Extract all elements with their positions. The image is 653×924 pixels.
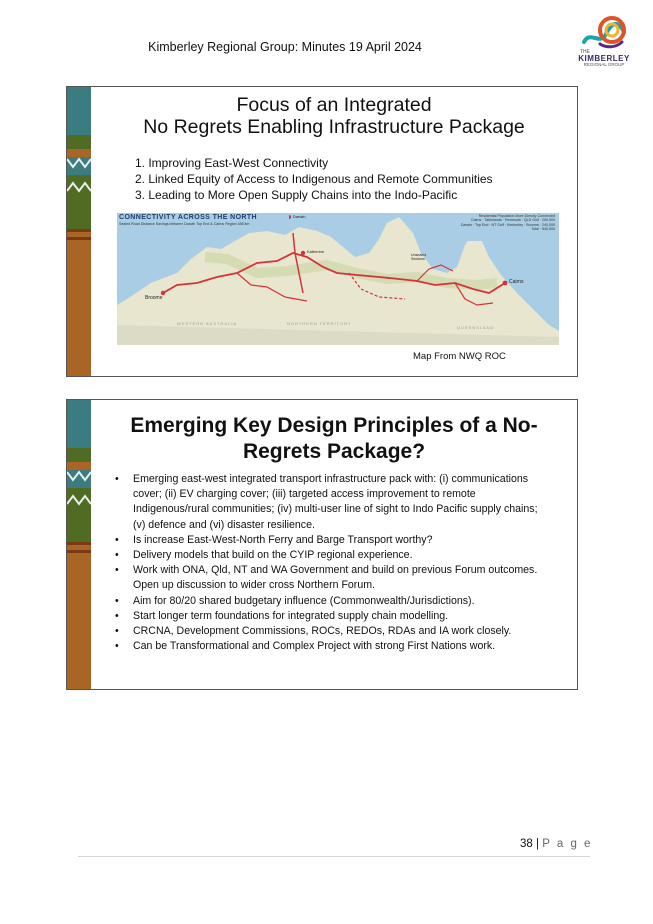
map-legend-line: Total · 540,000 (531, 227, 555, 232)
page-number-value: 38 (520, 838, 533, 850)
slide2-bullets (115, 472, 551, 654)
list-item (115, 624, 551, 639)
map-legend-line: Darwin · Top End · NT Gulf · Kimberley · Broome · 240,000 (460, 222, 555, 227)
map-title: CONNECTIVITY ACROSS THE NORTH (119, 214, 257, 221)
map-legend-line: Residential Population More Directly Connected (478, 214, 555, 218)
map-place-cairns: Cairns (509, 279, 524, 285)
list-item-text: Can be Transformational and Complex Project with strong First Nations work. (133, 640, 496, 653)
list-item-text: CRCNA, Development Commissions, ROCs, REDOs, RDAs and IA work closely. (133, 625, 512, 638)
bullet-icon: • (115, 594, 119, 607)
list-item (115, 548, 551, 563)
map-region-nt: NORTHERN TERRITORY (287, 321, 352, 326)
slide2-title-line1: Emerging Key Design Principles of a No- (130, 414, 538, 437)
map-region-qld: QUEENSLAND (457, 325, 495, 330)
map-place-darwin: Darwin (293, 214, 306, 219)
list-item (115, 594, 551, 609)
map-subtitle: Sealed Road Distance Savings between Darwin Top End & Cairns Region 485 km (119, 222, 250, 226)
list-item-text: Work with ONA, Qld, NT and WA Government and build on previous Forum outcomes. Open up discussion to wider cross Northern Forum. (133, 564, 538, 592)
map-unsealed-label: Unsealed Sections (411, 253, 427, 261)
page-number (520, 838, 592, 850)
map-legend-line: Cairns · Tablelands · Peninsula · QLD Gulf · 200,000 (470, 218, 555, 223)
decorative-strip (67, 87, 91, 376)
list-item-text: Aim for 80/20 shared budgetary influence (Commonwealth/Jurisdictions). (133, 594, 475, 607)
map-place-katherine: Katherine (307, 249, 325, 254)
map-caption: Map From NWQ ROC (413, 351, 506, 362)
map-place-broome: Broome (145, 295, 163, 301)
list-item: 2. Linked Equity of Access to Indigenous and Remote Communities (135, 172, 493, 186)
footer-divider (78, 856, 590, 857)
slide1-title-line1: Focus of an Integrated (236, 94, 432, 116)
list-item-text: Start longer term foundations for integrated supply chain modelling. (133, 609, 449, 622)
triangle-pattern-icon (67, 157, 91, 175)
list-item-text: Delivery models that build on the CYIP regional experience. (133, 549, 413, 562)
list-item: 1. Improving East-West Connectivity (135, 156, 329, 170)
map-legend (461, 214, 555, 232)
triangle-pattern-icon (67, 175, 91, 193)
page-number-separator: | (536, 838, 539, 850)
slide1-list (135, 155, 493, 203)
list-item (115, 563, 551, 593)
bullet-icon: • (115, 625, 119, 638)
logo-text-line3: REGIONAL GROUP (583, 62, 625, 67)
page-label: P a g e (542, 838, 593, 850)
bullet-icon: • (115, 549, 119, 562)
decorative-strip (67, 400, 91, 689)
list-item (115, 533, 551, 548)
logo-text (574, 50, 634, 68)
list-item: 3. Leading to More Open Supply Chains into the Indo-Pacific (135, 188, 458, 202)
slide2-title-line2: Regrets Package? (242, 440, 426, 463)
bullet-icon: • (115, 473, 119, 485)
list-item-text: Emerging east-west integrated transport infrastructure pack with: (i) communications cover; (ii) EV charging cover; (iii) targeted access improvement to remote Indigenous/rural communities; (iv) multi-user line of sight to Indo Pacific supply chains; (v) defence and (vi) disaster resilience. (133, 473, 538, 531)
bullet-icon: • (115, 564, 119, 577)
slide-focus-integrated (66, 86, 578, 377)
triangle-pattern-icon (67, 488, 91, 506)
list-item (115, 472, 551, 533)
bullet-icon: • (115, 609, 119, 622)
list-item (115, 639, 551, 654)
slide-design-principles (66, 399, 578, 690)
map-region-wa: WESTERN AUSTRALIA (177, 321, 238, 326)
slide1-title-line2: No Regrets Enabling Infrastructure Package (143, 116, 525, 138)
slide2-title (91, 413, 577, 465)
list-item-text: Is increase East-West-North Ferry and Barge Transport worthy? (133, 533, 433, 546)
logo-text-line1: THE (580, 49, 590, 55)
bullet-icon: • (115, 640, 119, 653)
triangle-pattern-icon (67, 470, 91, 488)
list-item (115, 609, 551, 624)
slide1-title (91, 94, 577, 138)
header-title: Kimberley Regional Group: Minutes 19 April 2024 (148, 40, 422, 54)
bullet-icon: • (115, 533, 119, 546)
logo-text-line2: KIMBERLEY (578, 54, 630, 63)
connectivity-map (117, 213, 559, 345)
